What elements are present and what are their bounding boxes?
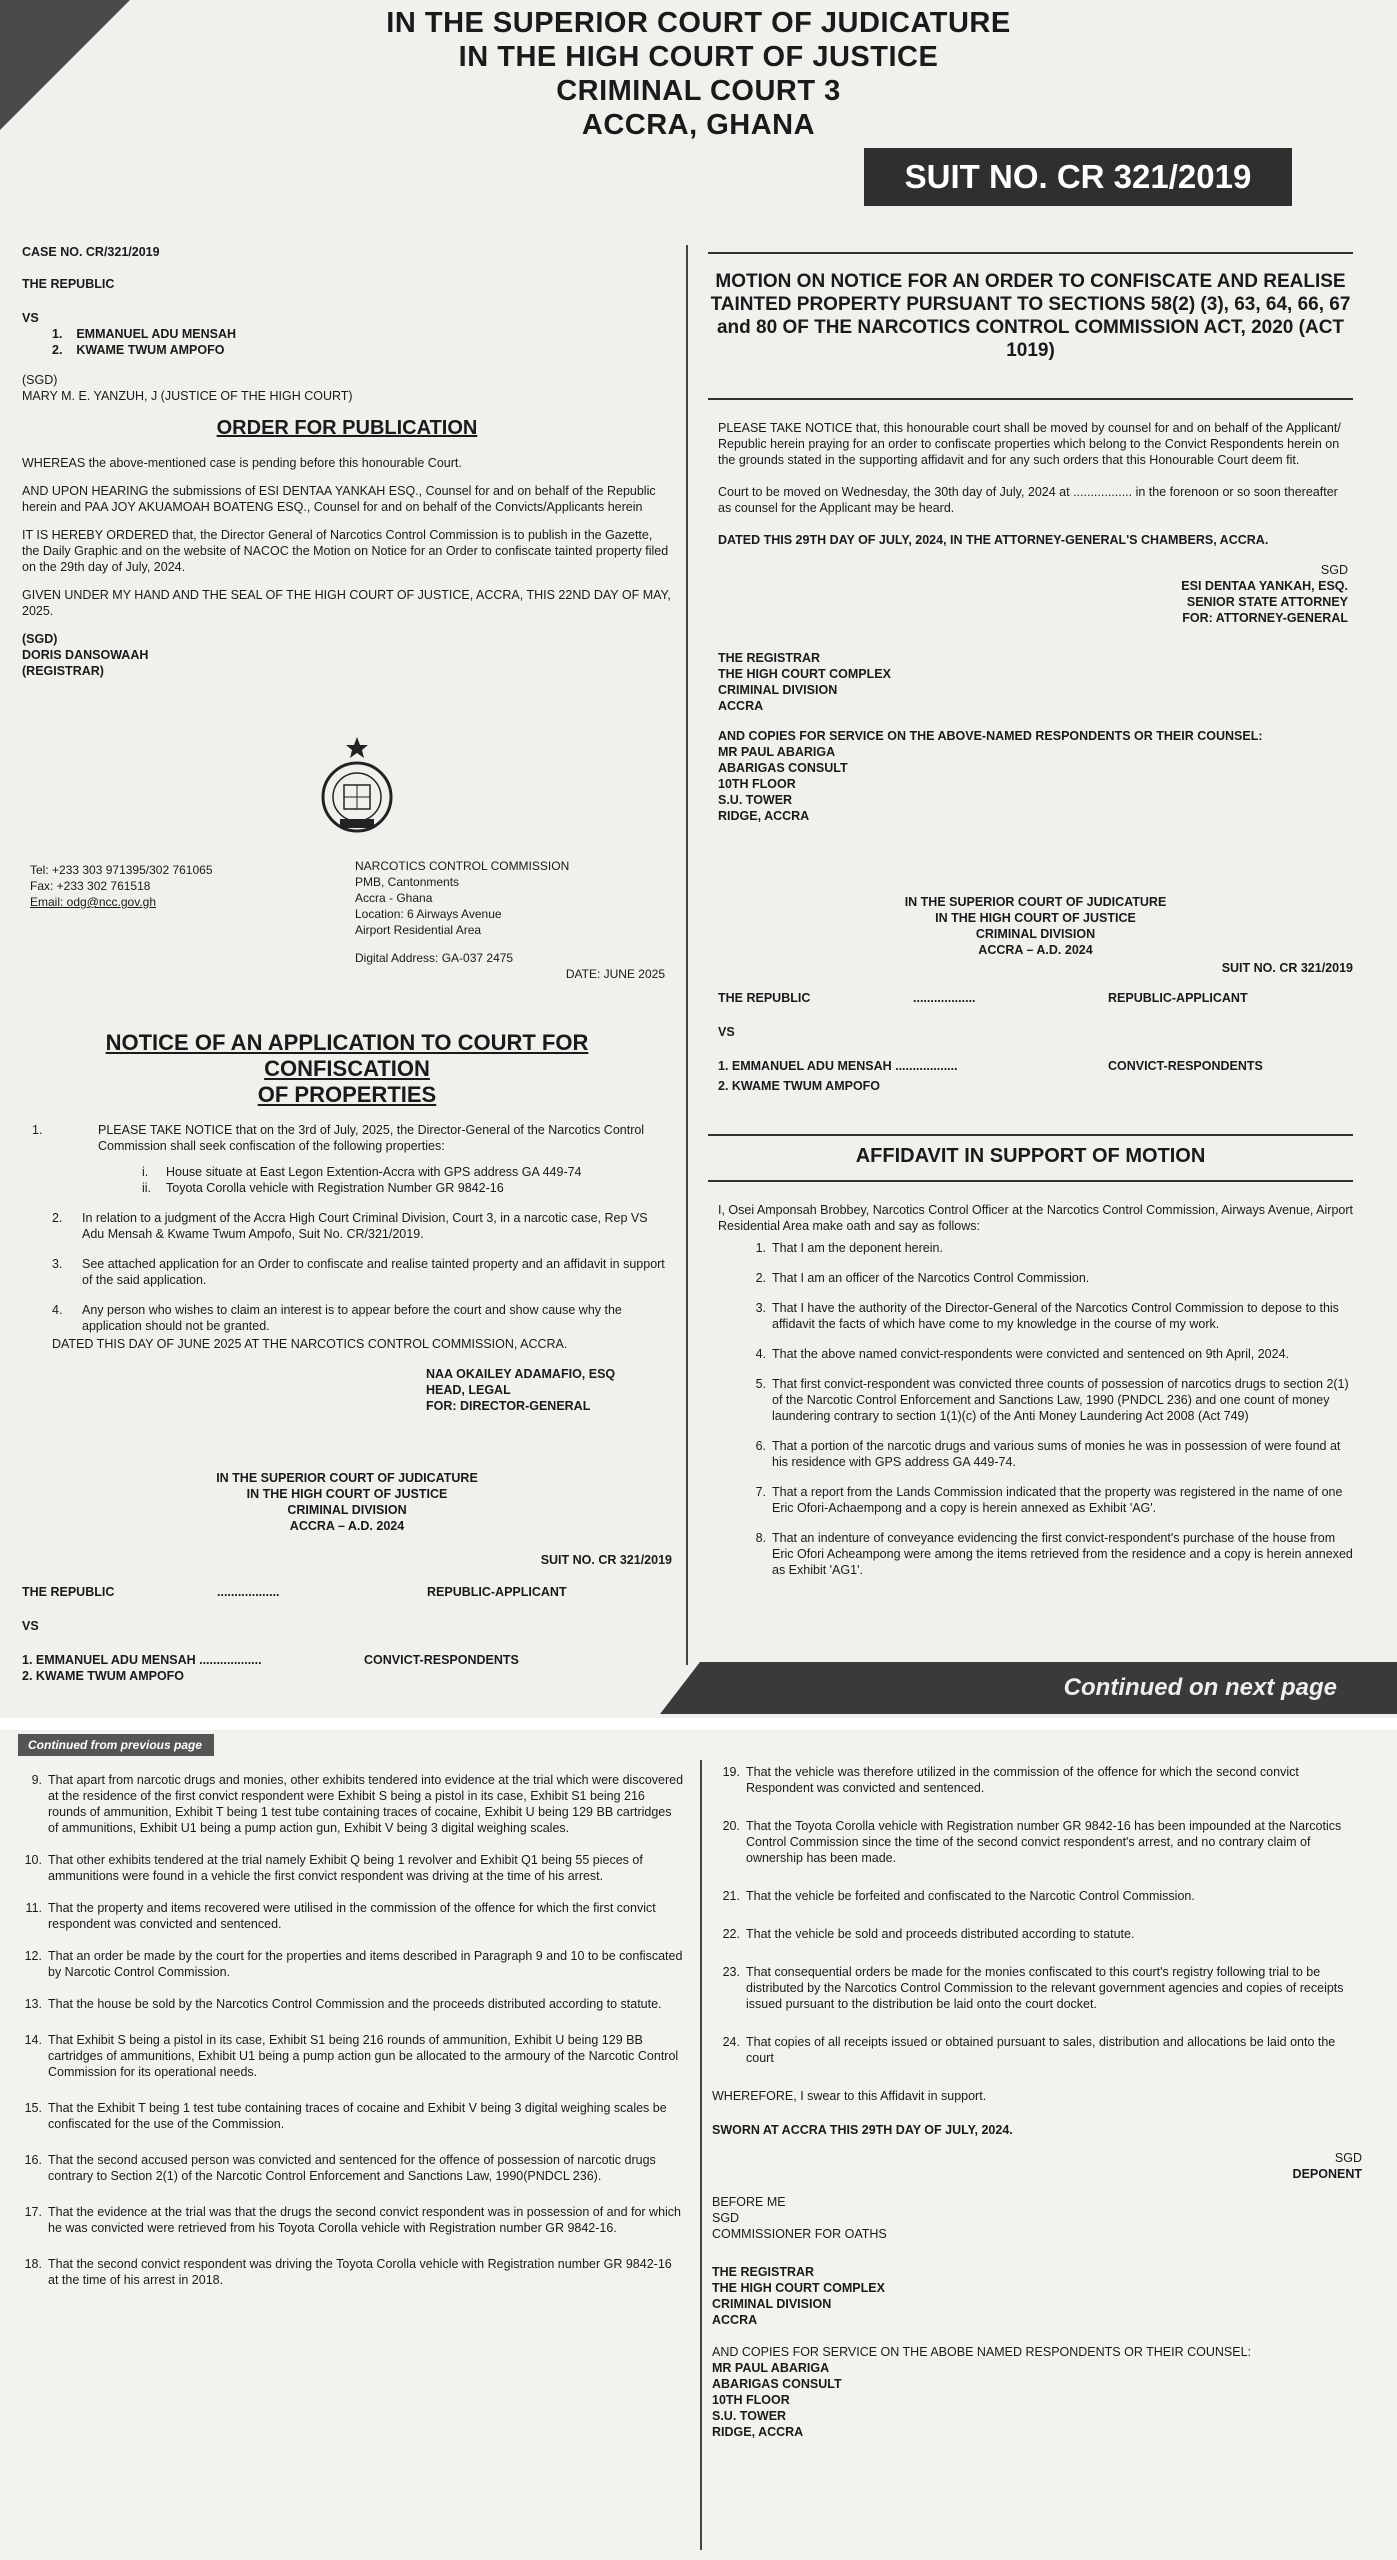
- list-item: 21. That the vehicle be forfeited and confiscated to the Narcotic Control Commission.: [722, 1889, 1195, 1903]
- list-item: 19. That the vehicle was therefore utilized in the commission of the offence for which the second convict Respondent was convicted and sentenced.: [722, 1765, 1299, 1795]
- judge-sgd: (SGD): [22, 373, 58, 387]
- header-line-1: IN THE SUPERIOR COURT OF JUDICATURE: [386, 7, 1011, 39]
- affidavit-col-b: [14, 1772, 684, 2288]
- court-header: [0, 6, 1397, 142]
- list-item: 11. That the property and items recovered were utilised in the commission of the offence for which the first convict respondent was convicted and sentenced.: [25, 1901, 656, 1931]
- affidavit-deponent: DEPONENT: [1292, 2167, 1362, 2181]
- narcotics-commission-seal-icon: [316, 735, 398, 835]
- list-item: 6. That a portion of the narcotic drugs and various sums of monies he was in possession of were found at his residence with GPS address GA 449-74.: [755, 1439, 1341, 1469]
- contact-left: [30, 862, 260, 910]
- continued-prev-label: Continued from previous page: [18, 1734, 214, 1756]
- notice-signature: NAA OKAILEY ADAMAFIO, ESQ HEAD, LEGAL FOR: DIRECTOR-GENERAL: [426, 1367, 616, 1413]
- continued-next-banner: Continued on next page: [700, 1662, 1397, 1714]
- contact-tel: Tel: +233 303 971395/302 761065: [30, 863, 213, 877]
- contact-city: Accra - Ghana: [355, 891, 433, 905]
- notice-section: [22, 1030, 672, 1414]
- contact-right: [355, 858, 675, 982]
- contact-fax: Fax: +233 302 761518: [30, 879, 151, 893]
- contact-pmb: PMB, Cantonments: [355, 875, 460, 889]
- list-item: 23. That consequential orders be made for the monies confiscated to this court's registry following trial to be distributed by the Narcotics Control Commission to the relevant government agencies and copies of receipts issued pursuant to the distribution be laid onto the court docket.: [722, 1965, 1344, 2011]
- motion-para-2: Court to be moved on Wednesday, the 30th day of July, 2024 at ................. in the forenoon or so soon thereafter as counsel for the Applicant may be heard.: [718, 485, 1338, 515]
- contact-email[interactable]: Email: odg@ncc.gov.gh: [30, 895, 157, 909]
- case-number: CASE NO. CR/321/2019: [22, 245, 160, 259]
- court-block-right: IN THE SUPERIOR COURT OF JUDICATURE IN THE HIGH COURT OF JUSTICE CRIMINAL DIVISION ACCRA – A.D. 2024 SUIT NO. CR 321/2019 THE REPUBLIC .................. REPUBLIC-APPLICANT VS 1. EMMANUEL ADU MENSAH .................. CONVICT-RESPONDENTS 2. KWAME TWUM AMPOFO: [718, 895, 1353, 1093]
- list-item: 13. That the house be sold by the Narcotics Control Commission and the proceeds distributed according to statute.: [24, 1997, 662, 2011]
- registrar-sgd: (SGD): [22, 632, 58, 646]
- list-item: 12. That an order be made by the court for the properties and items described in Paragraph 9 and 10 to be confiscated by Narcotic Control Commission.: [24, 1949, 683, 1979]
- affidavit-intro: I, Osei Amponsah Brobbey, Narcotics Control Officer at the Narcotics Control Commission, Airways Avenue, Airport Residential Area make oath and say as follows:: [718, 1203, 1353, 1233]
- court-block-left: IN THE SUPERIOR COURT OF JUDICATURE IN THE HIGH COURT OF JUSTICE CRIMINAL DIVISION ACCRA – A.D. 2024 SUIT NO. CR 321/2019 THE REPUBLIC .................. REPUBLIC-APPLICANT VS 1. EMMANUEL ADU MENSAH .................. CONVICT-RESPONDENTS 2. KWAME TWUM AMPOFO: [22, 1471, 672, 1683]
- affidavit-title: AFFIDAVIT IN SUPPORT OF MOTION: [855, 1145, 1206, 1167]
- contact-location: Location: 6 Airways Avenue: [355, 907, 502, 921]
- order-para-4: GIVEN UNDER MY HAND AND THE SEAL OF THE HIGH COURT OF JUSTICE, ACCRA, THIS 22ND DAY OF MAY, 2025.: [22, 588, 671, 618]
- list-item: 20. That the Toyota Corolla vehicle with Registration number GR 9842-16 has been impounded at the Narcotics Control Commission since the time of the second convict respondent's arrest, and no contrary claim of ownership has been made.: [722, 1819, 1342, 1865]
- list-item: 8. That an indenture of conveyance evidencing the first convict-respondent's purchase of the house from Eric Ofori Acheampong were among the items retrieved from the residence and a copy is herein annexed as Exhibit 'AG1'.: [755, 1531, 1353, 1577]
- suit-number-banner: SUIT NO. CR 321/2019: [864, 148, 1292, 206]
- affidavit-before: BEFORE ME SGD COMMISSIONER FOR OATHS: [712, 2195, 887, 2241]
- column-divider-2: [700, 1760, 702, 2550]
- motion-body: [718, 420, 1348, 824]
- list-item: 2. That I am an officer of the Narcotics Control Commission.: [755, 1271, 1090, 1285]
- notice-item-4: 4. Any person who wishes to claim an interest is to appear before the court and show cause why the application should not be granted.: [52, 1303, 622, 1333]
- column-divider: [686, 245, 688, 1665]
- list-item: 5. That first convict-respondent was convicted three counts of possession of narcotics drugs to section 2(1) of the Narcotic Control Enforcement and Sanctions Law, 1990 (PNDCL 236) and one count of money laundering contrary to section 1(1)(c) of the Anti Money Laundering Act 2008 (Act 749): [755, 1377, 1349, 1423]
- notice-sub-list: [22, 1164, 672, 1196]
- list-item: 3. That I have the authority of the Director-General of the Narcotics Control Commission to depose to this affidavit the facts of which have come to my knowledge in the course of my work.: [755, 1301, 1339, 1331]
- order-vs: VS: [22, 311, 39, 325]
- list-item: 17. That the evidence at the trial was that the drugs the second convict respondent was in possession of and for which he was convicted were retrieved from his Toyota Corolla vehicle with Registration number GR 9842-16.: [24, 2205, 682, 2235]
- affidavit-sgd: SGD: [1334, 2151, 1362, 2165]
- order-para-2: AND UPON HEARING the submissions of ESI DENTAA YANKAH ESQ., Counsel for and on behalf of the Republic herein and PAA JOY AKUAMOAH BOATENG ESQ., Counsel for and on behalf of the Convicts/Applicants herein: [22, 484, 656, 514]
- list-item: 18. That the second convict respondent was driving the Toyota Corolla vehicle with Registration number GR 9842-16 at the time of his arrest in 2018.: [24, 2257, 672, 2287]
- affidavit-wherefore: WHEREFORE, I swear to this Affidavit in support.: [712, 2089, 987, 2103]
- affidavit-list-c: [712, 1764, 1362, 2066]
- list-item: 24. That copies of all receipts issued or obtained pursuant to sales, distribution and allocations be laid onto the court: [722, 2035, 1336, 2065]
- order-section: [22, 244, 672, 679]
- header-line-2: IN THE HIGH COURT OF JUSTICE: [458, 41, 939, 73]
- notice-dated: DATED THIS DAY OF JUNE 2025 AT THE NARCOTICS CONTROL COMMISSION, ACCRA.: [52, 1337, 568, 1351]
- list-item: 7. That a report from the Lands Commission indicated that the property was registered in the name of one Eric Ofori-Achaempong and a copy is herein annexed as Exhibit 'AG'.: [755, 1485, 1343, 1515]
- newspaper-page-bottom: [0, 1730, 1397, 2560]
- judge-name: MARY M. E. YANZUH, J (JUSTICE OF THE HIGH COURT): [22, 389, 353, 403]
- order-para-3: IT IS HEREBY ORDERED that, the Director General of Narcotics Control Commission is to publish in the Gazette, the Daily Graphic and on the website of NACOC the Motion on Notice for an Order to confiscate tainted property filed on the 29th day of July, 2024.: [22, 528, 669, 574]
- order-title: ORDER FOR PUBLICATION: [216, 417, 478, 439]
- list-item: 1. That I am the deponent herein.: [755, 1241, 943, 1255]
- motion-copies: AND COPIES FOR SERVICE ON THE ABOVE-NAMED RESPONDENTS OR THEIR COUNSEL: MR PAUL ABARIGA ABARIGAS CONSULT 10TH FLOOR S.U. TOWER RIDGE, ACCRA: [718, 729, 1263, 823]
- notice-item-3: 3. See attached application for an Order to confiscate and realise tainted property and an affidavit in support of the said application.: [52, 1257, 665, 1287]
- motion-sgd: SGD: [1320, 563, 1348, 577]
- list-item: 16. That the second accused person was convicted and sentenced for the offence of possession of narcotic drugs contrary to Section 2(1) of the Narcotic Control Enforcement and Sanctions Law, 1990(PNDCL 236).: [24, 2153, 656, 2183]
- order-respondent-2: 2. KWAME TWUM AMPOFO: [52, 343, 225, 357]
- list-item: 22. That the vehicle be sold and proceeds distributed according to statute.: [722, 1927, 1135, 1941]
- list-item: 14. That Exhibit S being a pistol in its case, Exhibit S1 being 216 rounds of ammunition, Exhibit U being 129 BB cartridges of ammunitions, Exhibit U1 being a pump action gun be allocated to the armoury of the Narcotic Control Commission for its operational needs.: [24, 2033, 679, 2079]
- contact-area: Airport Residential Area: [355, 923, 482, 937]
- list-item: 10. That other exhibits tendered at the trial namely Exhibit Q being 1 revolver and Exhibit Q1 being 55 pieces of ammunitions were found in a vehicle the first convict respondent was driving at the time of his arrest.: [24, 1853, 643, 1883]
- header-line-4: ACCRA, GHANA: [581, 109, 816, 141]
- notice-sub-1: i. House situate at East Legon Extention-Accra with GPS address GA 449-74: [142, 1165, 582, 1179]
- affidavit-list-a: [718, 1240, 1353, 1578]
- list-item: 9. That apart from narcotic drugs and monies, other exhibits tendered into evidence at the trial which were discovered at the residence of the first convict respondent were Exhibit S being a pistol in its case, Exhibit S1 being 216 rounds of ammunition, Exhibit T being 1 test tube containing traces of cocaine, Exhibit U being 129 BB cartridges of ammunitions, Exhibit U1 being a pump action gun, Exhibit V being 3 digital weighing scales.: [31, 1773, 684, 1835]
- list-item: 15. That the Exhibit T being 1 test tube containing traces of cocaine and Exhibit V being 3 digital weighing scales be confiscated for the use of the Commission.: [24, 2101, 667, 2131]
- contact-date: DATE: JUNE 2025: [565, 967, 665, 981]
- motion-registrar: THE REGISTRAR THE HIGH COURT COMPLEX CRIMINAL DIVISION ACCRA: [718, 651, 891, 713]
- contact-digital: Digital Address: GA-037 2475: [355, 951, 514, 965]
- affidavit-body: [718, 1202, 1353, 1592]
- notice-item-2: 2. In relation to a judgment of the Accra High Court Criminal Division, Court 3, in a narcotic case, Rep VS Adu Mensah & Kwame Twum Ampofo, Suit No. CR/321/2019.: [52, 1211, 648, 1241]
- registrar-title: (REGISTRAR): [22, 664, 104, 678]
- affidavit-sworn: SWORN AT ACCRA THIS 29TH DAY OF JULY, 2024.: [712, 2123, 1013, 2137]
- motion-signature: ESI DENTAA YANKAH, ESQ. SENIOR STATE ATTORNEY FOR: ATTORNEY-GENERAL: [1181, 579, 1348, 625]
- notice-title-2: OF PROPERTIES: [257, 1082, 437, 1107]
- registrar-name: DORIS DANSOWAAH: [22, 648, 149, 662]
- order-para-1: WHEREAS the above-mentioned case is pending before this honourable Court.: [22, 456, 462, 470]
- order-respondent-1: 1. EMMANUEL ADU MENSAH: [52, 327, 237, 341]
- motion-title: MOTION ON NOTICE FOR AN ORDER TO CONFISCATE AND REALISE TAINTED PROPERTY PURSUANT TO SECTIONS 58(2) (3), 63, 64, 66, 67 and 80 OF THE NARCOTICS CONTROL COMMISSION ACT, 2020 (ACT 1019): [710, 271, 1351, 361]
- order-republic: THE REPUBLIC: [22, 277, 115, 291]
- motion-para-3: DATED THIS 29TH DAY OF JULY, 2024, IN THE ATTORNEY-GENERAL'S CHAMBERS, ACCRA.: [718, 533, 1269, 547]
- notice-title-1: NOTICE OF AN APPLICATION TO COURT FOR CONFISCATION: [105, 1030, 589, 1081]
- affidavit-title-box: [708, 1144, 1353, 1169]
- affidavit-list-b: [14, 1772, 684, 2288]
- list-item: 4. That the above named convict-respondents were convicted and sentenced on 9th April, 2024.: [755, 1347, 1289, 1361]
- affidavit-col-c: [712, 1764, 1362, 2440]
- notice-item-1: 1. PLEASE TAKE NOTICE that on the 3rd of July, 2025, the Director-General of the Narcotics Control Commission shall seek confiscation of the following properties:: [32, 1123, 645, 1153]
- contact-org: NARCOTICS CONTROL COMMISSION: [355, 859, 570, 873]
- affidavit-copies: AND COPIES FOR SERVICE ON THE ABOBE NAMED RESPONDENTS OR THEIR COUNSEL: MR PAUL ABARIGA ABARIGAS CONSULT 10TH FLOOR S.U. TOWER RIDGE, ACCRA: [712, 2345, 1251, 2439]
- header-line-3: CRIMINAL COURT 3: [556, 75, 841, 107]
- motion-section: [708, 270, 1353, 362]
- motion-para-1: PLEASE TAKE NOTICE that, this honourable court shall be moved by counsel for and on behalf of the Applicant/ Republic herein praying for an order to confiscate properties which belong to the Convict Respondents herein on the grounds stated in the supporting affidavit and for any such orders that this Honourable Court deem fit.: [718, 421, 1341, 467]
- affidavit-registrar: THE REGISTRAR THE HIGH COURT COMPLEX CRIMINAL DIVISION ACCRA: [712, 2265, 885, 2327]
- notice-sub-2: ii. Toyota Corolla vehicle with Registration Number GR 9842-16: [142, 1181, 504, 1195]
